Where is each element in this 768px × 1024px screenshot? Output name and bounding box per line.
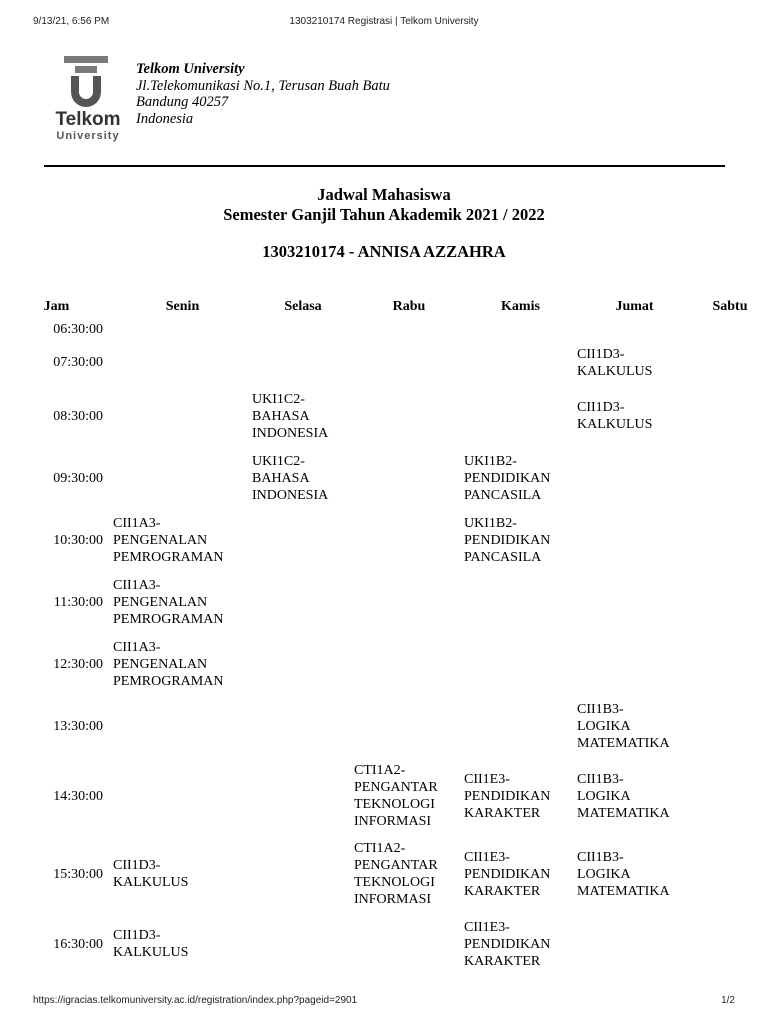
print-url: https://igracias.telkomuniversity.ac.id/registration/index.php?pageid=2901 — [33, 995, 358, 1006]
schedule-cell-kamis — [464, 318, 577, 340]
course-text: UKI1B2- — [464, 515, 517, 531]
schedule-cell-rabu — [354, 318, 464, 340]
institution-address — [136, 61, 390, 127]
schedule-cell-jumat — [577, 835, 692, 913]
course-text: CII1D3- — [113, 858, 161, 873]
schedule-cell-kamis — [464, 509, 577, 571]
course-text: UKI1C2- — [252, 391, 305, 407]
course-text: BAHASA — [252, 408, 310, 424]
time-slot: 14:30:00 — [53, 788, 103, 804]
course-text: INFORMASI — [354, 892, 432, 907]
schedule-cell-sabtu — [692, 318, 768, 340]
time-slot: 11:30:00 — [53, 594, 103, 610]
course-text: PANCASILA — [464, 487, 542, 503]
time-slot: 07:30:00 — [53, 355, 103, 370]
schedule-cell-rabu — [354, 633, 464, 695]
schedule-heading — [0, 185, 768, 262]
course-text: PENGANTAR — [354, 780, 438, 795]
table-row — [0, 447, 768, 509]
print-page-title: 1303210174 Registrasi | Telkom University — [289, 16, 479, 27]
course-text: PENDIDIKAN — [464, 936, 551, 952]
schedule-cell-kamis — [464, 695, 577, 757]
schedule-cell-senin — [113, 447, 252, 509]
schedule-cell-senin — [113, 340, 252, 385]
course-text: CII1D3- — [113, 928, 161, 943]
course-text: CTI1A2- — [354, 841, 406, 856]
schedule-cell-sabtu — [692, 633, 768, 695]
course-text: KALKULUS — [577, 363, 653, 379]
schedule-cell-senin — [113, 318, 252, 340]
schedule-cell-kamis — [464, 447, 577, 509]
course-text: KALKULUS — [113, 945, 189, 960]
telkom-university-logo-icon — [50, 54, 126, 142]
schedule-cell-sabtu — [692, 385, 768, 447]
table-row — [0, 913, 768, 975]
schedule-cell-rabu — [354, 385, 464, 447]
column-header-jam: Jam — [43, 299, 70, 314]
schedule-cell-kamis — [464, 913, 577, 975]
schedule-cell-sabtu — [692, 913, 768, 975]
schedule-cell-kamis — [464, 385, 577, 447]
course-text: CII1B3- — [577, 849, 624, 865]
schedule-cell-kamis — [464, 340, 577, 385]
table-row — [0, 633, 768, 695]
schedule-cell-selasa — [252, 695, 354, 757]
logo-word-telkom: Telkom — [55, 109, 121, 130]
course-text: UKI1C2- — [252, 453, 305, 469]
schedule-cell-senin — [113, 509, 252, 571]
time-slot: 10:30:00 — [53, 532, 103, 548]
course-text: CII1A3- — [113, 639, 161, 655]
course-text: CII1B3- — [577, 701, 624, 717]
course-text: CII1E3- — [464, 771, 510, 787]
schedule-cell-jumat — [577, 385, 692, 447]
course-text: PENDIDIKAN — [464, 788, 551, 804]
schedule-cell-selasa — [252, 340, 354, 385]
schedule-cell-sabtu — [692, 757, 768, 835]
schedule-cell-senin — [113, 633, 252, 695]
course-text: BAHASA — [252, 470, 310, 486]
schedule-cell-sabtu — [692, 509, 768, 571]
course-text: PENDIDIKAN — [464, 532, 551, 548]
column-header-rabu: Rabu — [392, 299, 426, 314]
course-text: KARAKTER — [464, 883, 541, 899]
schedule-cell-rabu — [354, 913, 464, 975]
course-text: LOGIKA — [577, 788, 631, 804]
course-text: CII1E3- — [464, 919, 510, 935]
schedule-cell-senin — [113, 695, 252, 757]
schedule-cell-rabu — [354, 509, 464, 571]
header-divider — [44, 165, 725, 167]
table-row — [0, 509, 768, 571]
institution-city: Bandung 40257 — [136, 94, 229, 110]
schedule-cell-jumat — [577, 757, 692, 835]
course-text: KALKULUS — [113, 875, 189, 890]
course-text: INDONESIA — [252, 425, 329, 441]
time-slot: 06:30:00 — [53, 321, 103, 337]
course-text: CII1D3- — [577, 346, 625, 362]
time-slot: 09:30:00 — [53, 470, 103, 486]
course-text: CII1D3- — [577, 400, 625, 415]
schedule-body — [0, 318, 768, 975]
time-slot: 08:30:00 — [53, 408, 103, 424]
schedule-header-row — [0, 296, 768, 318]
schedule-cell-sabtu — [692, 340, 768, 385]
table-row — [0, 385, 768, 447]
schedule-cell-selasa — [252, 447, 354, 509]
schedule-cell-selasa — [252, 385, 354, 447]
time-slot: 16:30:00 — [53, 936, 103, 952]
course-text: PENDIDIKAN — [464, 470, 551, 486]
schedule-cell-kamis — [464, 757, 577, 835]
schedule-table — [0, 296, 768, 975]
schedule-cell-selasa — [252, 835, 354, 913]
course-text: PEMROGRAMAN — [113, 611, 224, 627]
page-title: Jadwal Mahasiswa — [317, 185, 451, 204]
course-text: PEMROGRAMAN — [113, 549, 224, 565]
time-slot: 15:30:00 — [53, 866, 103, 882]
course-text: PENGENALAN — [113, 532, 208, 548]
schedule-cell-jumat — [577, 340, 692, 385]
schedule-cell-sabtu — [692, 695, 768, 757]
schedule-cell-kamis — [464, 571, 577, 633]
student-identity: 1303210174 - ANNISA AZZAHRA — [262, 242, 506, 261]
course-text: LOGIKA — [577, 718, 631, 734]
table-row — [0, 318, 768, 340]
schedule-cell-selasa — [252, 757, 354, 835]
schedule-cell-rabu — [354, 757, 464, 835]
schedule-cell-rabu — [354, 695, 464, 757]
course-text: CII1A3- — [113, 577, 161, 593]
schedule-cell-selasa — [252, 509, 354, 571]
course-text: TEKNOLOGI — [354, 797, 435, 812]
print-page-number: 1/2 — [721, 995, 735, 1006]
course-text: CII1A3- — [113, 515, 161, 531]
schedule-cell-jumat — [577, 318, 692, 340]
schedule-cell-sabtu — [692, 571, 768, 633]
schedule-cell-jumat — [577, 633, 692, 695]
schedule-cell-senin — [113, 385, 252, 447]
schedule-cell-selasa — [252, 633, 354, 695]
schedule-cell-sabtu — [692, 447, 768, 509]
schedule-cell-rabu — [354, 835, 464, 913]
schedule-cell-selasa — [252, 913, 354, 975]
course-text: PANCASILA — [464, 549, 542, 565]
course-text: KARAKTER — [464, 805, 541, 821]
time-slot: 12:30:00 — [53, 656, 103, 672]
course-text: PENDIDIKAN — [464, 866, 551, 882]
course-text: PENGENALAN — [113, 594, 208, 610]
course-text: PENGENALAN — [113, 656, 208, 672]
course-text: CII1B3- — [577, 771, 624, 787]
column-header-jumat: Jumat — [615, 299, 654, 314]
course-text: MATEMATIKA — [577, 735, 670, 751]
schedule-cell-sabtu — [692, 835, 768, 913]
column-header-senin: Senin — [165, 299, 200, 314]
print-datetime: 9/13/21, 6:56 PM — [33, 16, 110, 27]
schedule-cell-jumat — [577, 447, 692, 509]
schedule-cell-senin — [113, 757, 252, 835]
table-row — [0, 835, 768, 913]
table-row — [0, 340, 768, 385]
course-text: PEMROGRAMAN — [113, 673, 224, 689]
course-text: PENGANTAR — [354, 858, 438, 873]
institution-name: Telkom University — [136, 61, 245, 77]
schedule-cell-senin — [113, 913, 252, 975]
course-text: UKI1B2- — [464, 453, 517, 469]
course-text: INDONESIA — [252, 487, 329, 503]
column-header-selasa: Selasa — [284, 299, 322, 314]
semester-label: Semester Ganjil Tahun Akademik 2021 / 2022 — [223, 205, 545, 224]
schedule-cell-senin — [113, 835, 252, 913]
course-text: MATEMATIKA — [577, 883, 670, 899]
course-text: MATEMATIKA — [577, 805, 670, 821]
course-text: TEKNOLOGI — [354, 875, 435, 890]
course-text: KALKULUS — [577, 417, 653, 432]
schedule-cell-senin — [113, 571, 252, 633]
schedule-cell-jumat — [577, 571, 692, 633]
schedule-cell-jumat — [577, 695, 692, 757]
schedule-cell-kamis — [464, 633, 577, 695]
column-header-sabtu: Sabtu — [712, 299, 748, 314]
table-row — [0, 571, 768, 633]
institution-street: Jl.Telekomunikasi No.1, Terusan Buah Batu — [136, 77, 390, 94]
schedule-cell-rabu — [354, 447, 464, 509]
schedule-cell-selasa — [252, 318, 354, 340]
schedule-cell-rabu — [354, 340, 464, 385]
schedule-cell-selasa — [252, 571, 354, 633]
course-text: CII1E3- — [464, 849, 510, 865]
time-slot: 13:30:00 — [53, 718, 103, 734]
logo-word-university: University — [56, 130, 120, 142]
course-text: INFORMASI — [354, 814, 432, 829]
course-text: CTI1A2- — [354, 763, 406, 778]
table-row — [0, 695, 768, 757]
course-text: LOGIKA — [577, 866, 631, 882]
column-header-kamis: Kamis — [501, 299, 540, 314]
course-text: KARAKTER — [464, 953, 541, 969]
table-row — [0, 757, 768, 835]
institution-country: Indonesia — [136, 110, 194, 127]
schedule-cell-kamis — [464, 835, 577, 913]
schedule-cell-jumat — [577, 509, 692, 571]
schedule-cell-jumat — [577, 913, 692, 975]
schedule-cell-rabu — [354, 571, 464, 633]
